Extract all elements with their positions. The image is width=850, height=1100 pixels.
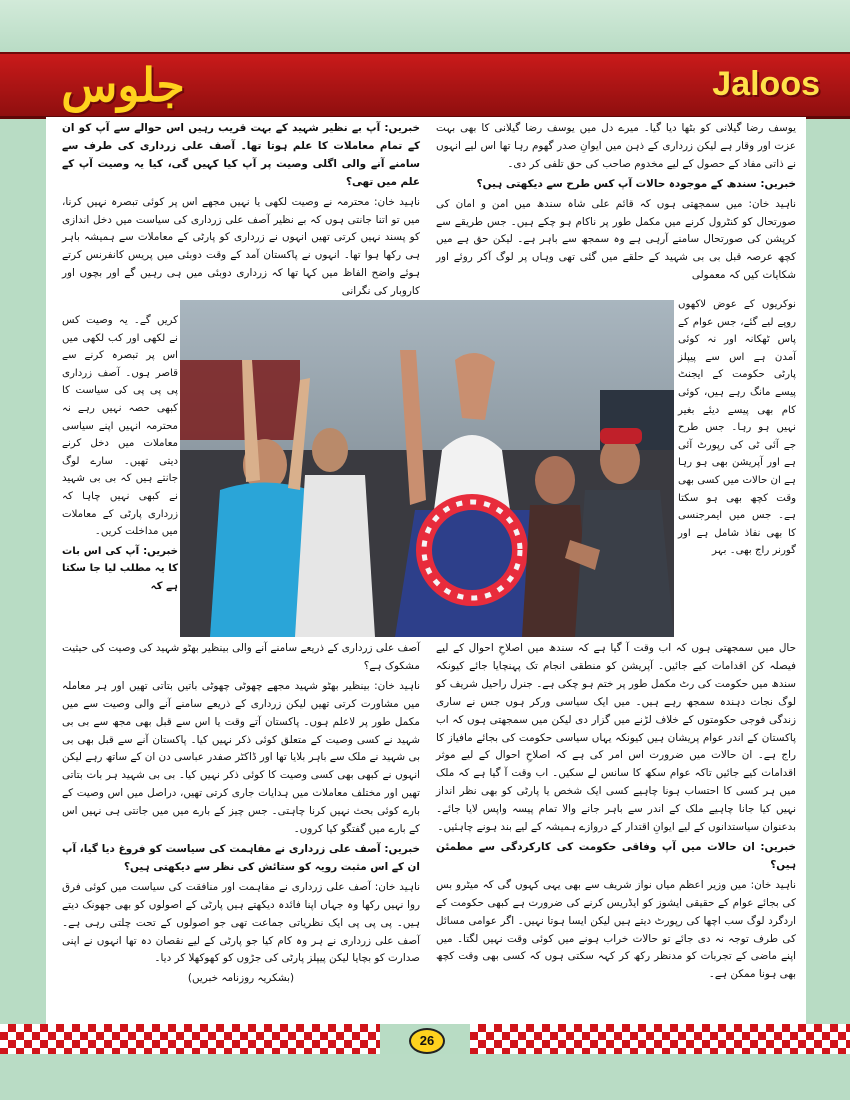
question: خبریں: سندھ کے موجودہ حالات آپ کس طرح سے دیکھتی ہیں؟	[476, 177, 796, 190]
paragraph: آصف علی زرداری کے ذریعے سامنے آنے والی بینظیر بھٹو شہید کی وصیت کی حیثیت مشکوک ہے؟	[62, 642, 420, 672]
paragraph: نوکریوں کے عوض لاکھوں روپے لیے گئے، جس عوام کے پاس ٹھکانہ اور نہ کوئی آمدن ہے اس سے پیپلز پارٹی حکومت کے ایجنٹ پیسے مانگ رہے ہیں، کوئی کام بھی پیسے دیئے بغیر نہیں ہو رہا۔ جس طرح جے آئی ٹی کی رپورٹ آئی ہے اور آپریشن بھی ہو رہا ہے ان حالات میں کسی بھی وقت کچھ بھی ہو سکتا ہے۔ جس میں ایمرجنسی کا بھی نفاذ شامل ہے اور گورنر راج بھی۔ بہر	[678, 299, 796, 557]
answer: ناہید خان: میں سمجھتی ہوں کہ قائم علی شاہ سندھ میں امن و امان کی صورتحال کو کنٹرول کرنے میں مکمل طور پر ناکام ہو چکے ہیں۔ جس طریقے سے کرپشن کی صورتحال سامنے آرہی ہے وہ سمجھ سے باہر ہے۔ لیکن حق ہے میں کچھ عرصہ قبل بی بی شہید کے حلقے میں گئی تھی وہاں پر لوگ آکر روئے اور شکایات کیں کہ معمولی	[436, 197, 796, 282]
rally-photo-illustration	[180, 300, 674, 637]
question: خبریں: آپ بے نظیر شہید کے بہت قریب رہیں اس حوالے سے آپ کو ان کے تمام معاملات کا علم ہوتا تھا۔ آصف علی زرداری کی طرف سے سامنے آنے والی اگلی وصیت پر آپ کیا کہیں گی، کیا یہ وصیت آپ کے علم میں تھی؟	[62, 122, 420, 188]
credit-line: (بشکریہ روزنامہ خبریں)	[187, 972, 295, 985]
question: خبریں: آصف علی زرداری نے مفاہمت کی سیاست کو فروغ دیا گیا، آپ ان کے اس مثبت رویہ کو ستائش کی نظر سے دیکھتی ہیں؟	[62, 842, 420, 873]
page-bottom-band	[0, 1054, 850, 1100]
magazine-logo-latin: Jaloos	[712, 65, 820, 103]
paragraph: حال میں سمجھتی ہوں کہ اب وقت آ گیا ہے کہ سندھ میں اصلاحِ احوال کے لیے فیصلہ کن اقدامات کیے جائیں۔ آپریشن کو منطقی انجام تک پہنچایا جائے کیونکہ سندھ میں حکومت کی رٹ مکمل طور پر ختم ہو چکی ہے۔ جنرل راحیل شریف کو لوگ نجات دہندہ سمجھ رہے ہیں۔ میں ایک سیاسی ورکر ہوں جس نے ساری زندگی فوجی حکومتوں کے خلاف لڑنے میں گزار دی لیکن میں سمجھتی ہوں کہ اب پاکستان کے اندر عوام پریشان ہیں کیونکہ یہاں سیاسی حکومت کی بجائے مافیاز کا راج ہے۔ ان حالات میں ضرورت اس امر کی ہے کہ اصلاحِ احوال کے لیے موثر اقدامات کیے جائیں تاکہ عوام سکھ کا سانس لے سکیں۔ اب وقت آ گیا ہے کہ ملک میں ہر کسی کا احتساب ہونا چاہیے کسی ایک شخص یا پارٹی کو بھی نظر انداز نہیں کیا جانا چاہیے ملک کے اندر سے باہر جانے والا تمام پیسہ واپس لایا جائے۔ بدعنوان سیاستدانوں کے لیے ایوانِ اقتدار کے دروازے ہمیشہ کے لیے بند ہونے چاہئیں۔	[436, 642, 796, 834]
paragraph: یوسف رضا گیلانی کو بٹھا دیا گیا۔ میرے دل میں یوسف رضا گیلانی کا بھی بہت عزت اور وقار ہے لیکن زرداری کے ذہن میں ایوانِ صدر گھوم رہا تھا اس لیے انہوں نے ذاتی مفاد کے حصول کے لیے مخدوم صاحب کی حق تلفی کر دی۔	[436, 122, 796, 170]
page-top-band	[0, 0, 850, 52]
rally-photo	[180, 300, 674, 637]
paragraph: کریں گے۔ یہ وصیت کس نے لکھی اور کب لکھی میں اس پر تبصرہ کرنے سے قاصر ہوں۔ آصف زرداری پی پی پی کی سیاست کا کبھی حصہ نہیں رہے نہ محترمہ انہیں اپنے سیاسی معاملات میں دخل کرنے دیتی تھیں۔ سارے لوگ جانتے ہیں کہ بی بی شہید نے کبھی نہیں چاہا کہ زرداری پارٹی کے معاملات میں مداخلت کریں۔	[62, 315, 178, 538]
article-column-right-narrow	[678, 296, 796, 562]
question: خبریں: ان حالات میں آپ وفاقی حکومت کی کارکردگی سے مطمئن ہیں؟	[436, 840, 796, 871]
article-column-left-narrow	[62, 312, 178, 598]
footer-checker-right	[470, 1024, 850, 1054]
answer: ناہید خان: بینظیر بھٹو شہید مجھے چھوٹی چھوٹی باتیں بتاتی تھیں اور ہر معاملہ میں مشاورت کرتی تھیں لیکن زرداری کے ذریعے سامنے آنے والی وصیت سے میں مکمل طور پر لاعلم ہوں۔ پاکستان آتے وقت یا اس سے قبل بھی مجھ سے بی بی شہید نے کسی وصیت کے متعلق کوئی ذکر نہیں کیا۔ پاکستان آنے سے قبل بھی بی بی شہید نے ملک سے باہر بلایا تھا اور ڈاکٹر صفدر عباسی دن ان کے ساتھ رہے لیکن انہوں نے کبھی بھی کسی وصیت کا کوئی ذکر نہیں کیا۔ بی بی شہید ہر بات بتاتی تھیں اور مختلف معاملات میں ہدایات جاری کرتی تھیں، دراصل میں اس وصیت کے بارے کوئی بحث نہیں کرنا چاہتی۔ جس چیز کے بارے میں میں جانتی ہی نہیں اس کے بارے میں گفتگو کیا کروں۔	[62, 679, 420, 836]
footer-checker-left	[0, 1024, 380, 1054]
answer: ناہید خان: میں وزیر اعظم میاں نواز شریف سے بھی یہی کہوں گی کہ میٹرو بس کی بجائے عوام کے حقیقی ایشوز کو ایڈریس کرنے کی ضرورت ہے کبھی حکومت کے اردگرد لوگ سب اچھا کی رپورٹ دیتے ہیں لیکن ایسا ہوتا نہیں۔ اگر عوامی مسائل کی طرف توجہ نہ دی جائے تو حالات خراب ہونے میں کوئی وقت نہیں لگتا۔ میں اپنے ماضی کے تجربات کو مدنظر رکھ کر کہہ سکتی ہوں کہ کسی بھی وقت کچھ بھی ہونا ممکن ہے۔	[436, 878, 796, 981]
answer: ناہید خان: محترمہ نے وصیت لکھی یا نہیں مجھے اس پر کوئی تبصرہ نہیں کرنا، میں تو اتنا جانتی ہوں کہ بے نظیر آصف علی زرداری کی سیاست میں دخل اندازی کو پسند نہیں کرتی تھیں انہوں نے زرداری کو پارٹی کے معاملات سے ہمیشہ باہر ہی رکھا ہوا تھا۔ انہوں نے پاکستان آمد کے وقت دوبئی میں پریس کانفرنس کرتے ہوئے واضح الفاظ میں کہا تھا کہ زرداری دوبئی میں ہی رہیں گے اور بچوں اور کاروبار کی نگرانی	[62, 195, 420, 298]
answer: ناہید خان: آصف علی زرداری نے مفاہمت اور منافقت کی سیاست میں کوئی فرق روا نہیں رکھا وہ جہاں اپنا فائدہ دیکھتے ہیں پارٹی کے اصولوں کو بھی جھونک دیتے ہیں۔ پی پی پی ایک نظریاتی جماعت تھی جو اصولوں کے تحت چلتی رہی ہے۔ آصف علی زرداری نے ہر وہ کام کیا جو پارٹی کے لیے نقصان دہ تھا انہوں نے اپنی صدارت کو بچایا لیکن پیپلز پارٹی کی جڑوں کو کھوکھلا کر دیا۔	[62, 880, 420, 965]
page-number: 26	[409, 1028, 445, 1054]
article-column-right-top	[436, 120, 796, 287]
article-column-left-bottom	[62, 640, 420, 990]
question: خبریں: آپ کی اس بات کا یہ مطلب لیا جا سکتا ہے کہ	[62, 545, 178, 592]
magazine-logo-urdu: جلوس	[61, 58, 185, 112]
article-column-left-top	[62, 120, 420, 303]
article-column-right-bottom	[436, 640, 796, 986]
